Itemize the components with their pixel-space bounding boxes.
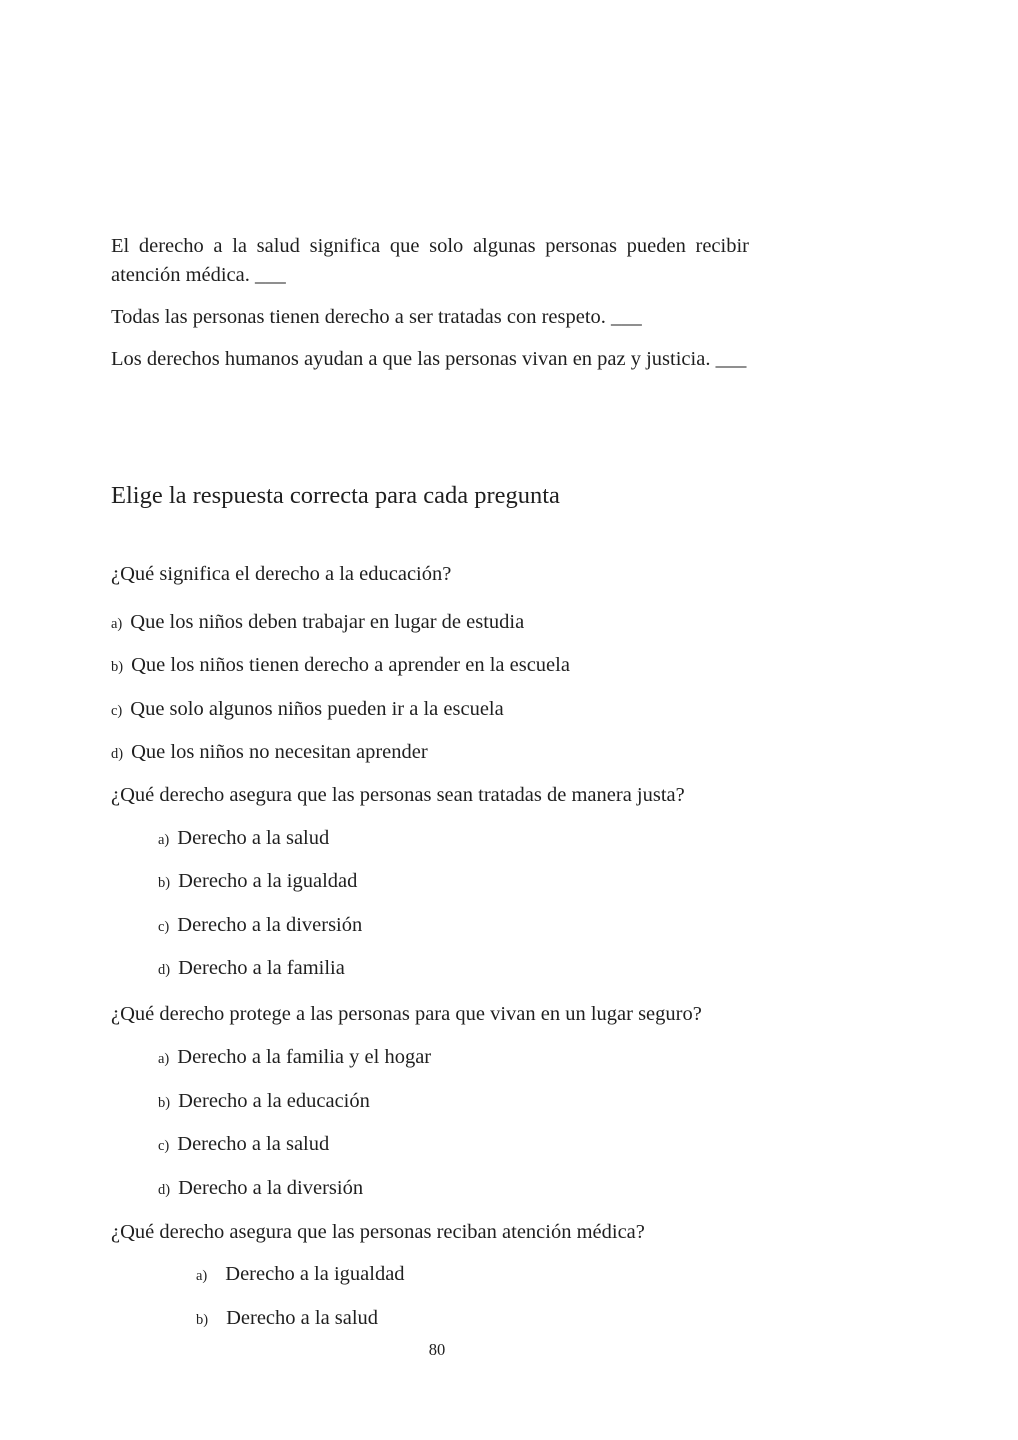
option-row	[111, 611, 524, 636]
option-text: Derecho a la salud	[177, 1133, 330, 1155]
option-letter: a)	[196, 1268, 208, 1284]
question-text: ¿Qué derecho protege a las personas para que vivan en un lugar seguro?	[111, 1003, 702, 1025]
option-letter: a)	[158, 832, 170, 848]
option-row	[158, 914, 362, 939]
option-letter: a)	[158, 1051, 170, 1067]
option-row	[158, 1090, 370, 1115]
option-text: Derecho a la familia	[178, 957, 345, 979]
statement-line: Los derechos humanos ayudan a que las personas vivan en paz y justicia. ___	[111, 348, 747, 370]
option-letter: b)	[196, 1312, 209, 1328]
option-row	[111, 698, 504, 723]
option-letter: b)	[158, 1095, 171, 1111]
option-row	[158, 1046, 431, 1071]
option-text: Derecho a la salud	[226, 1307, 379, 1329]
option-letter: b)	[158, 875, 171, 891]
question-text: ¿Qué derecho asegura que las personas sean tratadas de manera justa?	[111, 784, 685, 806]
option-text: Derecho a la igualdad	[178, 870, 358, 892]
option-row	[111, 741, 428, 766]
option-letter: b)	[111, 659, 124, 675]
option-row	[158, 870, 357, 895]
option-text: Derecho a la familia y el hogar	[177, 1046, 432, 1068]
option-letter: c)	[158, 1138, 170, 1154]
option-letter: d)	[111, 746, 124, 762]
option-text: Derecho a la salud	[177, 827, 330, 849]
option-row	[196, 1263, 405, 1288]
option-text: Que los niños tienen derecho a aprender en la escuela	[131, 654, 570, 676]
option-row	[111, 654, 570, 679]
option-text: Que solo algunos niños pueden ir a la escuela	[130, 698, 504, 720]
option-text: Derecho a la educación	[178, 1090, 370, 1112]
option-letter: d)	[158, 1182, 171, 1198]
option-text: Que los niños deben trabajar en lugar de estudia	[130, 611, 525, 633]
option-row	[158, 827, 329, 852]
option-row	[158, 957, 345, 982]
option-letter: c)	[158, 919, 170, 935]
option-letter: a)	[111, 616, 123, 632]
statement-line: Todas las personas tienen derecho a ser tratadas con respeto. ___	[111, 306, 642, 328]
option-row	[158, 1177, 363, 1202]
statement-line: El derecho a la salud significa que solo algunas personas pueden recibir atención médica. ___	[111, 235, 749, 286]
option-row	[196, 1307, 378, 1332]
page-number: 80	[428, 1340, 446, 1359]
option-text: Que los niños no necesitan aprender	[131, 741, 428, 763]
option-text: Derecho a la igualdad	[225, 1263, 405, 1285]
section-heading: Elige la respuesta correcta para cada pregunta	[111, 482, 560, 509]
question-text: ¿Qué significa el derecho a la educación?	[111, 563, 452, 585]
question-text: ¿Qué derecho asegura que las personas reciban atención médica?	[111, 1221, 645, 1243]
option-letter: c)	[111, 703, 123, 719]
option-text: Derecho a la diversión	[178, 1177, 364, 1199]
option-letter: d)	[158, 962, 171, 978]
option-row	[158, 1133, 329, 1158]
option-text: Derecho a la diversión	[177, 914, 363, 936]
